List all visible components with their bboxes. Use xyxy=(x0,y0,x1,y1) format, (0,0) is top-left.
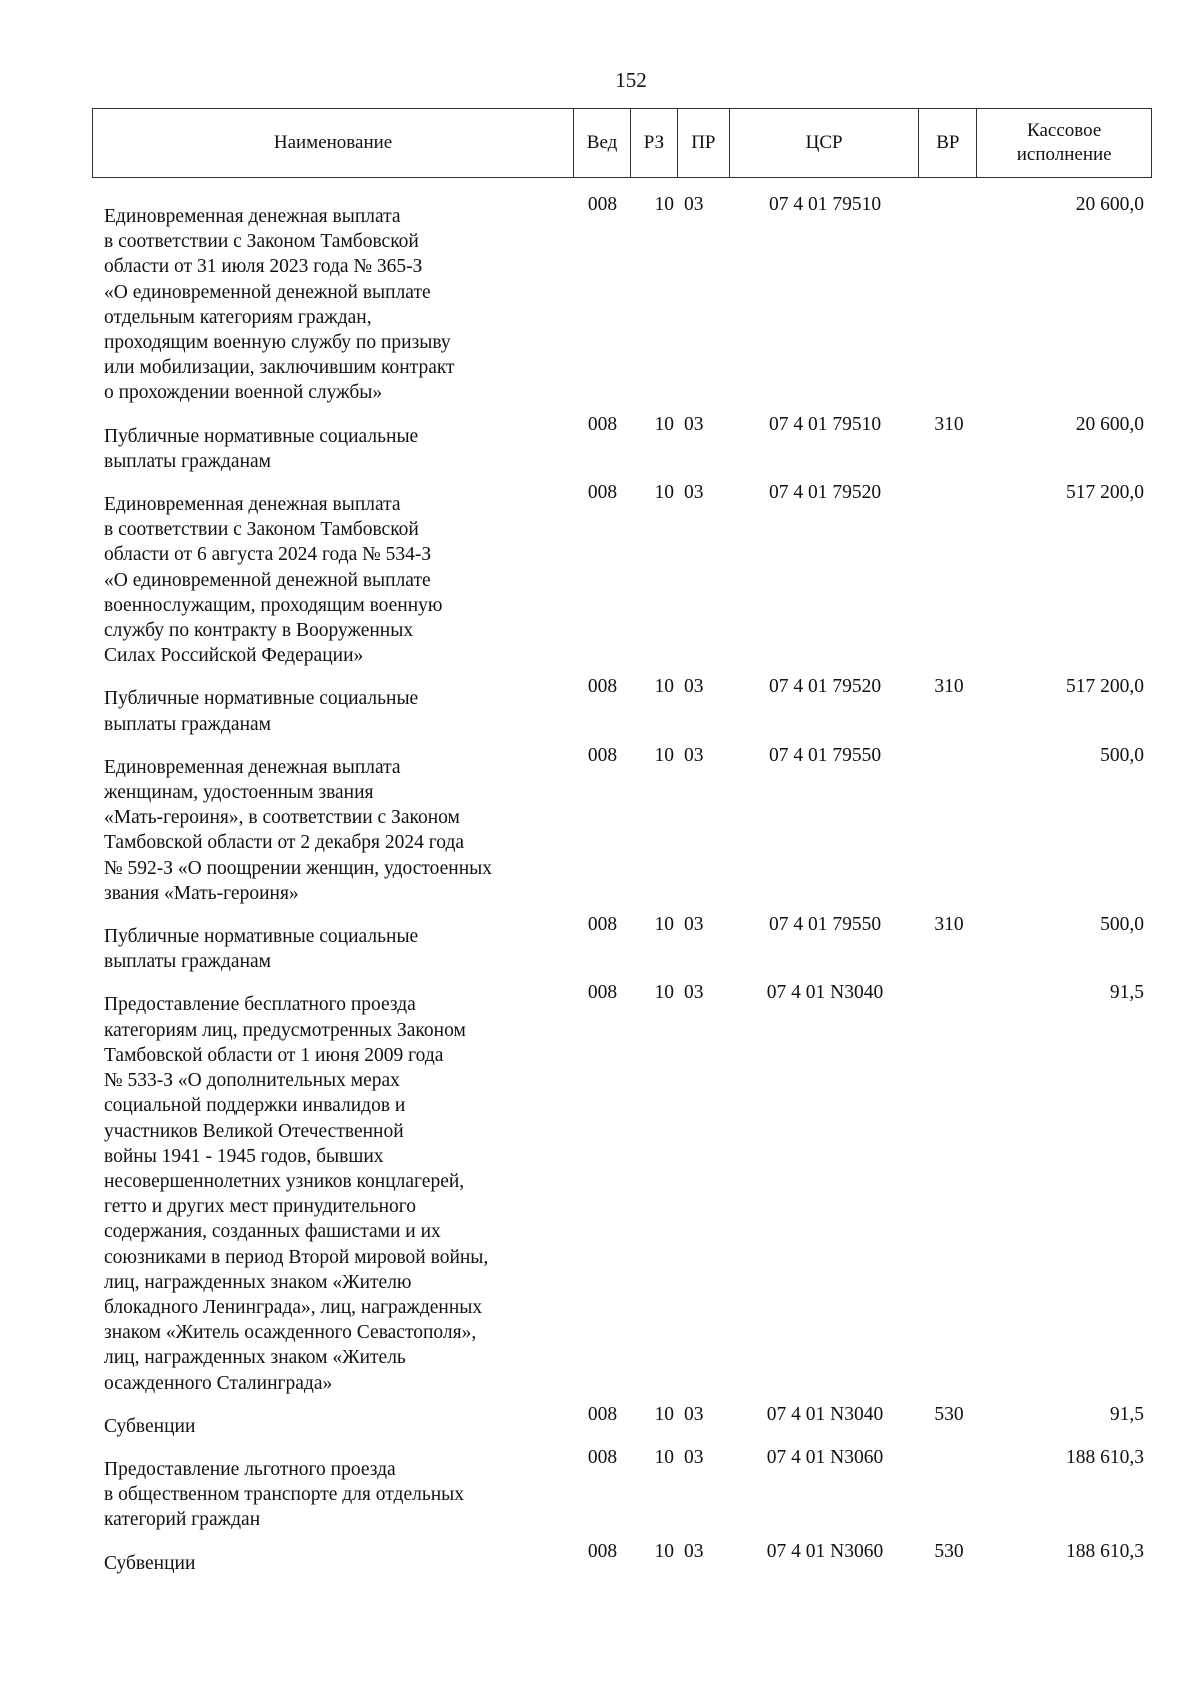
row-csr: 07 4 01 79520 xyxy=(768,482,882,504)
row-csr: 07 4 01 N3040 xyxy=(766,1403,884,1425)
row-ved: 008 xyxy=(587,1446,618,1468)
row-csr: 07 4 01 N3060 xyxy=(766,1446,884,1468)
row-ved: 008 xyxy=(587,982,618,1004)
row-csr: 07 4 01 79510 xyxy=(768,194,882,215)
row-vr xyxy=(920,980,978,1395)
row-ved: 008 xyxy=(587,413,618,435)
row-ved: 008 xyxy=(587,1403,618,1425)
row-vr: 530 xyxy=(934,1403,964,1425)
row-rz: 10 xyxy=(654,194,674,215)
table-row xyxy=(92,980,1152,1395)
table-row xyxy=(92,1445,1152,1533)
page-number: 152 xyxy=(615,68,647,92)
row-execution: 517 200,0 xyxy=(1066,676,1144,698)
row-pr: 03 xyxy=(684,1446,704,1468)
row-execution: 188 610,3 xyxy=(1066,1446,1144,1468)
column-header-pr: ПР xyxy=(678,109,730,177)
row-vr: 310 xyxy=(934,676,964,698)
row-rz: 10 xyxy=(654,1540,674,1562)
row-pr: 03 xyxy=(684,194,704,215)
row-csr: 07 4 01 79550 xyxy=(768,744,882,766)
row-name: Публичные нормативные социальные выплаты гражданам xyxy=(104,425,419,472)
table-row xyxy=(92,1402,1152,1439)
table-body xyxy=(92,192,1152,1582)
row-ved: 008 xyxy=(587,1540,618,1562)
table-row xyxy=(92,480,1152,668)
row-ved: 008 xyxy=(587,744,618,766)
row-ved: 008 xyxy=(587,914,618,936)
row-rz: 10 xyxy=(654,744,674,766)
row-rz: 10 xyxy=(654,676,674,698)
row-rz: 10 xyxy=(654,413,674,435)
table-header xyxy=(92,108,1152,178)
row-csr: 07 4 01 79550 xyxy=(768,914,882,936)
row-vr: 310 xyxy=(934,413,964,435)
row-pr: 03 xyxy=(684,482,704,504)
row-csr: 07 4 01 79510 xyxy=(768,413,882,435)
row-pr: 03 xyxy=(684,413,704,435)
row-rz: 10 xyxy=(654,1403,674,1425)
row-ved: 008 xyxy=(587,482,618,504)
table-row xyxy=(92,674,1152,736)
row-rz: 10 xyxy=(654,1446,674,1468)
row-pr: 03 xyxy=(684,1540,704,1562)
row-pr: 03 xyxy=(684,982,704,1004)
table-row xyxy=(92,743,1152,906)
row-execution: 91,5 xyxy=(1109,982,1144,1004)
column-header-csr: ЦСР xyxy=(730,109,920,177)
table-row xyxy=(92,412,1152,474)
row-csr: 07 4 01 N3060 xyxy=(766,1540,884,1562)
row-execution: 517 200,0 xyxy=(1066,482,1144,504)
row-name: Публичные нормативные социальные выплаты гражданам xyxy=(104,926,419,973)
row-execution: 188 610,3 xyxy=(1066,1540,1144,1562)
row-execution: 500,0 xyxy=(1100,744,1144,766)
row-rz: 10 xyxy=(654,482,674,504)
row-name: Единовременная денежная выплата женщинам, удостоенным звания «Мать-героиня», в соответствии с Законом Тамбовской области от 2 декабря 2024 года № 592-З «О поощрении женщин, удостоенных звания «Мать-героиня» xyxy=(104,756,493,904)
row-ved: 008 xyxy=(587,676,618,698)
row-rz: 10 xyxy=(654,914,674,936)
row-name: Субвенции xyxy=(104,1415,196,1437)
row-vr xyxy=(920,480,978,668)
row-vr xyxy=(920,1445,978,1533)
row-csr: 07 4 01 N3040 xyxy=(766,982,884,1004)
row-execution: 500,0 xyxy=(1100,914,1144,936)
row-csr: 07 4 01 79520 xyxy=(768,676,882,698)
row-name: Субвенции xyxy=(104,1552,196,1574)
table-row xyxy=(92,192,1152,406)
row-pr: 03 xyxy=(684,744,704,766)
row-pr: 03 xyxy=(684,914,704,936)
row-name: Единовременная денежная выплата в соответствии с Законом Тамбовской области от 6 августа 2024 года № 534-З «О единовременной денежной выплате военнослужащим, проходящим военную службу по контракту в Вооруженных Силах Российской Федерации» xyxy=(104,494,443,667)
row-pr: 03 xyxy=(684,1403,704,1425)
row-name: Предоставление льготного проезда в общественном транспорте для отдельных категорий граждан xyxy=(104,1458,465,1531)
row-execution: 20 600,0 xyxy=(1075,413,1144,435)
column-header-name: Наименование xyxy=(93,109,574,177)
row-vr xyxy=(920,743,978,906)
row-vr: 530 xyxy=(934,1540,964,1562)
row-ved: 008 xyxy=(587,194,618,215)
column-header-rz: РЗ xyxy=(631,109,678,177)
row-name: Единовременная денежная выплата в соответствии с Законом Тамбовской области от 31 июля 2023 года № 365-З «О единовременной денежной выплате отдельным категориям граждан, проходящим военную службу по призыву или мобилизации, заключившим контракт о прохождении военной службы» xyxy=(104,206,455,404)
row-vr xyxy=(920,192,978,406)
table-row xyxy=(92,1539,1152,1576)
table-row xyxy=(92,912,1152,974)
column-header-execution: Кассовое исполнение xyxy=(1016,120,1112,165)
column-header-ved: Вед xyxy=(574,109,631,177)
row-name: Публичные нормативные социальные выплаты гражданам xyxy=(104,688,419,735)
row-execution: 20 600,0 xyxy=(1075,194,1144,215)
column-header-vr: ВР xyxy=(919,109,977,177)
row-name: Предоставление бесплатного проезда категориям лиц, предусмотренных Законом Тамбовской области от 1 июня 2009 года № 533-З «О дополнительных мерах социальной поддержки инвалидов и участников Великой Отечественной войны 1941 - 1945 годов, бывших несовершеннолетних узников концлагерей, гетто и других мест принудительного содержания, созданных фашистами и их союзниками в период Второй мировой войны, лиц, награжденных знаком «Жителю блокадного Ленинграда», лиц, награжденных знаком «Житель осажденного Севастополя», лиц, награжденных знаком «Житель осажденного Сталинграда» xyxy=(104,994,489,1394)
row-pr: 03 xyxy=(684,676,704,698)
row-vr: 310 xyxy=(934,914,964,936)
row-execution: 91,5 xyxy=(1109,1403,1144,1425)
row-rz: 10 xyxy=(654,982,674,1004)
